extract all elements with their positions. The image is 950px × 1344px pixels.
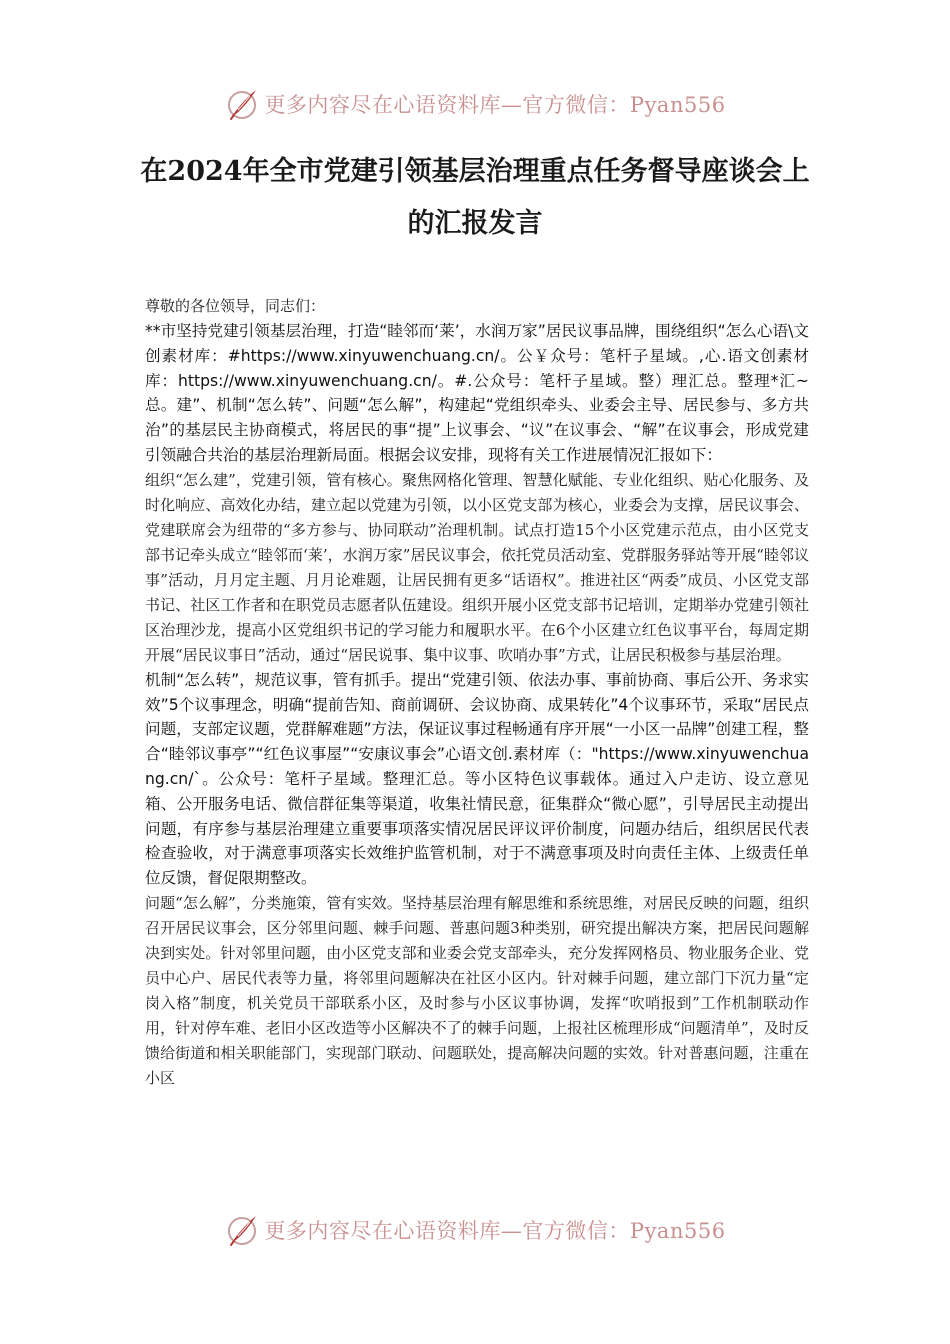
paragraph-mechanism: 机制“怎么转”，规范议事，管有抓手。提出“党建引领、依法办事、事前协商、事后公开、务求实效”5个议事理念，明确“提前告知、商前调研、会议协商、成果转化”4个议事环节，采取“居民点问题，支部定议题，党群解难题”方法，保证议事过程畅通有序开展“一小区一品牌”创建工程，整合“睦邻议事亭”“红色议事屋”“安康议事会”心语文创.素材库（："https://www.xinyuwenchuang.cn/`。公众号：笔杆子星域。整理汇总。等小区特色议事载体。通过入户走访、设立意见箱、公开服务电话、微信群征集等渠道，收集社情民意，征集群众“微心愿”，引导居民主动提出问题，有序参与基层治理建立重要事项落实情况居民评议评价制度，问题办结后，组织居民代表检查验收，对于满意事项落实长效维护监管机制，对于不满意事项及时向责任主体、上级责任单位反馈，督促限期整改。: [145, 670, 809, 888]
document-body: [145, 294, 809, 1091]
footer-banner: [0, 1206, 950, 1254]
banner-text: 更多内容尽在心语资料库—官方微信：Pyan556: [264, 1219, 726, 1243]
header-banner: [0, 80, 950, 128]
banner-text: 更多内容尽在心语资料库—官方微信：Pyan556: [264, 93, 726, 117]
greeting: 尊敬的各位领导，同志们：: [145, 297, 326, 315]
quill-pen-logo-icon: [224, 86, 260, 122]
quill-pen-logo-icon: [224, 1212, 260, 1248]
page-title: 在2024年全市党建引领基层治理重点任务督导座谈会上的汇报发言: [140, 156, 810, 239]
paragraph-organization: 组织“怎么建”，党建引领，管有核心。聚焦网格化管理、智慧化赋能、专业化组织、贴心化服务、及时化响应、高效化办结，建立起以党建为引领，以小区党支部为核心，业委会为支撑，居民议事会、党建联席会为纽带的“多方参与、协同联动”治理机制。试点打造15个小区党建示范点，由小区党支部书记牵头成立“睦邻而‘莱’，水润万家”居民议事会，依托党员活动室、党群服务驿站等开展“睦邻议事”活动，月月定主题、月月论难题，让居民拥有更多“话语权”。推进社区“两委”成员、小区党支部书记、社区工作者和在职党员志愿者队伍建设。组织开展小区党支部书记培训，定期举办党建引领社区治理沙龙，提高小区党组织书记的学习能力和履职水平。在6个小区建立红色议事平台，每周定期开展“居民议事日”活动，通过“居民说事、集中议事、吹哨办事”方式，让居民积极参与基层治理。: [145, 470, 809, 664]
paragraph-intro: **市坚持党建引领基层治理，打造“睦邻而‘莱’，水润万家”居民议事品牌，围绕组织“怎么心语\文创素材库：#https://www.xinyuwenchuang.cn/。公￥众号：笔杆子星域。,心.语文创素材库：https://www.xinyuwenchuang.cn/。#.公众号：笔杆子星域。整）理汇总。整理*汇~总。建”、机制“怎么转”、问题“怎么解”，构建起“党组织牵头、业委会主导、居民参与、多方共治”的基层民主协商模式，将居民的事“提”上议事会、“议”在议事会、“解”在议事会，形成党建引领融合共治的基层治理新局面。根据会议安排，现将有关工作进展情况汇报如下：: [145, 322, 809, 464]
paragraph-problem: 问题“怎么解”，分类施策，管有实效。坚持基层治理有解思维和系统思维，对居民反映的问题，组织召开居民议事会，区分邻里问题、棘手问题、普惠问题3种类别，研究提出解决方案，把居民问题解决到实处。针对邻里问题，由小区党支部和业委会党支部牵头，充分发挥网格员、物业服务企业、党员中心户、居民代表等力量，将邻里问题解决在社区小区内。针对棘手问题，建立部门下沉力量“定岗入格”制度，机关党员干部联系小区，及时参与小区议事协调，发挥“吹哨报到”工作机制联动作用，针对停车难、老旧小区改造等小区解决不了的棘手问题，上报社区梳理形成“问题清单”，及时反馈给街道和相关职能部门，实现部门联动、问题联处，提高解决问题的实效。针对普惠问题，注重在小区: [145, 893, 809, 1087]
